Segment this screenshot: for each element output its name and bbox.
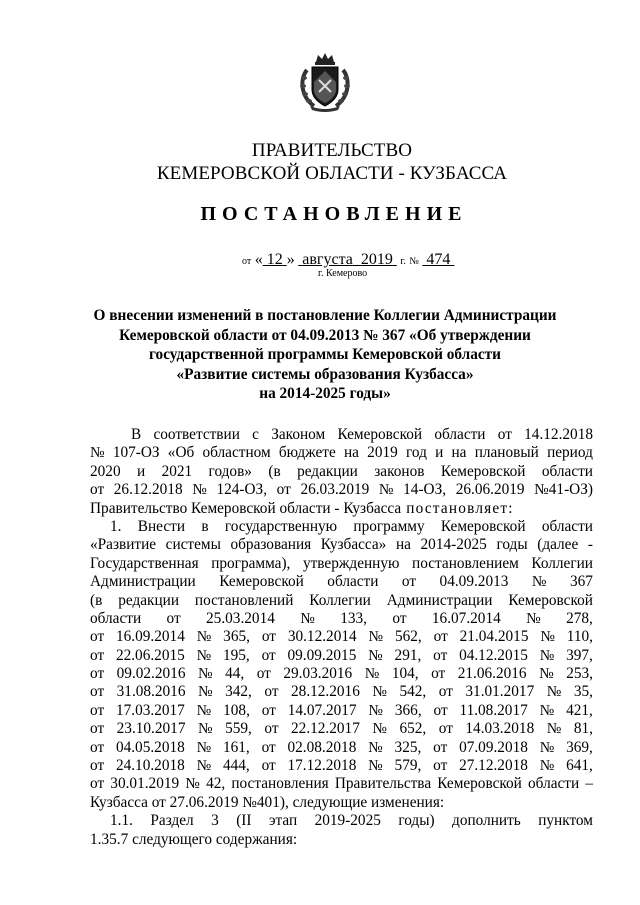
word: области — [541, 462, 593, 480]
word: от — [90, 775, 105, 793]
word: № — [546, 683, 562, 701]
word: 26.06.2019 — [455, 481, 525, 499]
word: № — [364, 665, 380, 683]
word: 17.12.2018 — [287, 757, 357, 775]
word: № — [192, 481, 207, 499]
word: 22.12.2017 — [291, 720, 360, 738]
body-line — [90, 610, 593, 628]
word: от — [90, 757, 105, 775]
word: от — [256, 665, 271, 683]
word: 22.06.2015 — [115, 646, 185, 664]
date-close-quote: » — [286, 251, 295, 268]
word: Кемеровской — [437, 775, 522, 793]
body-line — [90, 481, 593, 499]
word: 367 — [569, 573, 593, 591]
body-line — [90, 518, 593, 536]
word: 366, — [394, 701, 422, 719]
word: 641, — [566, 757, 593, 775]
government-name-line2: КЕМЕРОВСКОЙ ОБЛАСТИ - КУЗБАССА — [156, 163, 508, 184]
word: от — [433, 701, 448, 719]
body-line — [90, 500, 593, 518]
word: от — [90, 481, 105, 499]
word: от — [433, 646, 448, 664]
document-title — [90, 306, 560, 404]
word: 444, — [222, 757, 250, 775]
line-text: Правительство Кемеровской области - Кузбасса — [90, 499, 402, 517]
word: законов — [374, 462, 425, 480]
word: 1. — [110, 517, 122, 535]
word: от — [392, 609, 407, 627]
word: Кемеровской — [219, 573, 304, 591]
word: постановления — [231, 775, 329, 793]
document-number: 474 — [426, 251, 451, 268]
word: постановлений — [194, 591, 294, 609]
word: (далее — [537, 536, 579, 554]
date-year-suffix: г. — [400, 256, 406, 267]
word: 161, — [222, 738, 250, 756]
word: 325, — [394, 738, 422, 756]
body-line — [90, 831, 593, 849]
body-line — [90, 739, 593, 757]
word: период — [547, 444, 593, 462]
word: пунктом — [538, 812, 593, 830]
body-line — [90, 794, 593, 812]
word: №41-ОЗ) — [534, 481, 593, 499]
word: 652, — [399, 720, 427, 738]
word: от — [401, 573, 417, 591]
word: 09.09.2015 — [287, 646, 357, 664]
word: 2021 — [161, 462, 193, 480]
word: 397, — [566, 646, 593, 664]
word: 342, — [225, 683, 252, 701]
word: постановлением — [412, 554, 519, 572]
word: от — [438, 683, 453, 701]
title-line: государственной программы Кемеровской области — [148, 346, 501, 363]
body-line — [90, 536, 593, 554]
word: № — [196, 738, 212, 756]
body-line — [90, 426, 593, 444]
word: - — [587, 536, 593, 554]
word: и — [136, 462, 146, 480]
word: 107-ОЗ — [112, 444, 160, 462]
word: № — [378, 481, 394, 499]
word: плановый — [474, 444, 539, 462]
word: соответствии — [153, 426, 240, 443]
word: 23.10.2017 — [116, 720, 186, 738]
word: 16.09.2014 — [116, 628, 185, 646]
word: 30.01.2019 — [110, 775, 180, 793]
number-label: № — [409, 256, 419, 267]
word: 195, — [222, 646, 250, 664]
word: № — [368, 646, 383, 664]
body-line — [90, 775, 593, 793]
word: 04.12.2015 — [459, 646, 528, 664]
word: № — [539, 665, 554, 683]
word: № — [526, 609, 541, 627]
body-line — [90, 757, 593, 775]
word: области — [90, 609, 142, 627]
word: от — [261, 628, 276, 646]
word: № — [196, 757, 212, 775]
word: № — [531, 573, 547, 591]
body-line — [90, 555, 593, 573]
title-line: на 2014-2025 годы» — [259, 385, 391, 402]
word: 04.05.2018 — [115, 738, 185, 756]
word: программа), — [211, 554, 291, 572]
word: 1.1. — [110, 812, 133, 830]
word: дополнить — [452, 812, 521, 830]
word: от — [433, 738, 448, 756]
body-line — [90, 444, 593, 462]
date-from-prefix: от — [242, 256, 252, 267]
body-line — [90, 647, 593, 665]
date-number-line — [242, 251, 454, 269]
word: Администрации — [386, 591, 493, 609]
word: 278, — [566, 609, 593, 627]
word: (в — [90, 591, 103, 609]
word: 26.03.2019 — [300, 481, 370, 499]
word: Кемеровской — [440, 462, 526, 480]
word: 02.08.2018 — [287, 738, 357, 756]
word: 3 — [211, 812, 219, 830]
word: от — [166, 609, 181, 627]
body-line — [90, 573, 593, 591]
word: в — [201, 517, 209, 535]
word: Администрации — [90, 573, 196, 591]
word: Правительства — [334, 775, 432, 793]
word: от — [90, 683, 105, 701]
word: от — [264, 683, 279, 701]
date-open-quote: « — [254, 251, 263, 268]
word: с — [252, 426, 259, 443]
word: Коллегии — [531, 554, 593, 572]
word: В — [131, 426, 142, 443]
word: 25.03.2014 — [206, 609, 275, 627]
word: № — [546, 720, 562, 738]
word: от — [90, 646, 105, 664]
word: от — [431, 665, 446, 683]
word: этап — [268, 812, 298, 830]
line-text: Кузбасса от 27.06.2019 №401), следующие изменения: — [90, 793, 445, 811]
word: 04.09.2013 — [439, 573, 509, 591]
word: 579, — [394, 757, 422, 775]
word: государственную — [224, 517, 338, 535]
word: утвержденную — [302, 554, 400, 572]
word: 291, — [394, 646, 422, 664]
word: области — [327, 573, 379, 591]
word: № — [300, 609, 315, 627]
word: образования — [230, 536, 312, 554]
word: № — [539, 757, 555, 775]
word: 14.07.2017 — [287, 701, 357, 719]
body-line — [90, 463, 593, 481]
word: 559, — [225, 720, 252, 738]
word: от — [433, 757, 448, 775]
word: бюджете — [278, 444, 336, 462]
word: № — [368, 757, 383, 775]
word: 21.04.2015 — [459, 628, 529, 646]
word: от — [90, 701, 105, 719]
word: и — [435, 444, 444, 462]
government-name-line1: ПРАВИТЕЛЬСТВО — [251, 140, 413, 161]
city-name: г. Кемерово — [318, 268, 368, 279]
word: № — [372, 683, 387, 701]
word: от — [276, 481, 291, 499]
word: 14.03.2018 — [465, 720, 535, 738]
word: редакции — [297, 462, 358, 480]
word: 14.12.2018 — [524, 426, 593, 443]
word: «Об — [167, 444, 195, 462]
word: № — [196, 646, 212, 664]
word: № — [539, 701, 555, 719]
word: от — [261, 738, 276, 756]
word: области — [528, 775, 580, 793]
word: – — [585, 775, 593, 793]
word: 108, — [223, 701, 250, 719]
word: 09.02.2016 — [116, 665, 186, 683]
word: «Развитие — [90, 536, 157, 554]
body-line — [90, 592, 593, 610]
body-line — [90, 812, 593, 830]
word: 2019 — [367, 444, 398, 462]
word: 27.12.2018 — [459, 757, 528, 775]
word: 253, — [566, 665, 593, 683]
word: 17.03.2017 — [115, 701, 185, 719]
word: годы) — [398, 812, 435, 830]
word: 542, — [399, 683, 427, 701]
word: годов» — [208, 462, 252, 480]
document-body — [90, 426, 593, 849]
word: Государственная — [90, 554, 199, 572]
word: Кузбасса» — [320, 536, 387, 554]
word: № — [368, 738, 383, 756]
word: 14-ОЗ, — [403, 481, 447, 499]
word: № — [196, 701, 212, 719]
word: областном — [202, 444, 271, 462]
word: № — [185, 775, 200, 793]
word: 07.09.2018 — [459, 738, 528, 756]
word: (в — [268, 462, 281, 480]
word: 2014-2025 — [420, 536, 487, 554]
title-line: О внесении изменений в постановление Коллегии Администрации — [93, 307, 557, 324]
title-line: «Развитие системы образования Кузбасса» — [176, 365, 474, 383]
word: области — [541, 517, 593, 535]
word: № — [368, 701, 384, 719]
word: 24.10.2018 — [115, 757, 185, 775]
word: 28.12.2016 — [291, 683, 360, 701]
word: Коллегии — [309, 591, 371, 609]
word: № — [539, 646, 555, 664]
word: Кемеровской — [440, 517, 526, 535]
word: Кемеровской — [337, 426, 423, 443]
word: 42, — [206, 775, 226, 793]
word: 44, — [225, 665, 245, 683]
word: 16.07.2014 — [431, 609, 501, 627]
word: 11.08.2017 — [459, 701, 528, 719]
word: от — [261, 646, 276, 664]
word: программу — [353, 517, 425, 535]
word: на — [451, 444, 467, 462]
word: от — [261, 701, 276, 719]
body-line — [90, 720, 593, 738]
word: (II — [236, 812, 252, 830]
word: от — [261, 757, 276, 775]
word: 133, — [340, 609, 368, 627]
word: 21.06.2016 — [457, 665, 527, 683]
title-line: Кемеровской области от 04.09.2013 № 367 «Об утверждении — [119, 326, 531, 344]
word: № — [197, 683, 213, 701]
word: № — [90, 444, 105, 462]
word: от — [433, 628, 448, 646]
word: 562, — [394, 628, 422, 646]
word: 35, — [573, 683, 593, 701]
word: от — [90, 665, 105, 683]
word: 31.08.2016 — [116, 683, 186, 701]
word: Законом — [271, 426, 326, 443]
word: 30.12.2014 — [287, 628, 357, 646]
word: от — [90, 628, 105, 646]
word: № — [196, 628, 212, 646]
word: 2020 — [90, 462, 121, 480]
word: 421, — [566, 701, 593, 719]
word: № — [540, 628, 555, 646]
date-month-year: августа 2019 — [302, 251, 393, 268]
word: системы — [165, 536, 221, 554]
word: от — [90, 720, 105, 738]
document-type-heading: ПОСТАНОВЛЕНИЕ — [200, 203, 468, 225]
date-day: 12 — [266, 251, 283, 268]
body-line — [90, 683, 593, 701]
word: № — [197, 720, 213, 738]
word: редакции — [118, 591, 180, 609]
word: 29.03.2016 — [283, 665, 353, 683]
word: 104, — [391, 665, 419, 683]
word: области — [434, 426, 486, 443]
word: на — [343, 444, 359, 462]
word: 26.12.2018 — [113, 481, 183, 499]
word: от — [438, 720, 453, 738]
word: № — [539, 738, 555, 756]
spaced-word: постановляет: — [406, 499, 514, 517]
word: год — [405, 444, 427, 462]
word: № — [197, 665, 213, 683]
word: 81, — [573, 720, 593, 738]
word: от — [264, 720, 279, 738]
body-line — [90, 628, 593, 646]
word: Раздел — [150, 812, 194, 830]
word: 369, — [566, 738, 593, 756]
word: от — [90, 738, 105, 756]
word: годы — [496, 536, 528, 554]
word: от — [497, 426, 512, 443]
word: № — [368, 628, 384, 646]
word: 31.01.2017 — [465, 683, 535, 701]
line-text: 1.35.7 следующего содержания: — [90, 830, 298, 848]
word: 124-ОЗ, — [216, 481, 268, 499]
word: на — [395, 536, 411, 554]
word: 2019-2025 — [314, 812, 381, 830]
coat-of-arms-icon — [294, 52, 356, 114]
word: Кемеровской — [508, 591, 593, 609]
word: 110, — [566, 628, 593, 646]
word: 365, — [223, 628, 250, 646]
body-line — [90, 702, 593, 720]
word: Внести — [137, 517, 186, 535]
body-line — [90, 665, 593, 683]
word: № — [372, 720, 387, 738]
